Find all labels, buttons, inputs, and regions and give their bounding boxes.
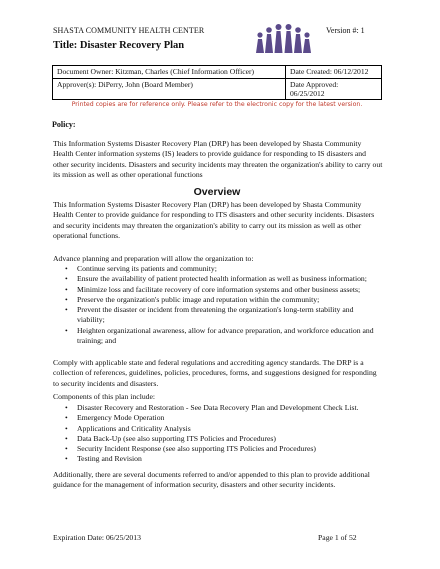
- components-intro: Components of this plan include:: [53, 392, 156, 401]
- list-item: • Security Incident Response (see also supporting ITS Policies and Procedures): [53, 444, 383, 454]
- version-number: Version #: 1: [326, 26, 365, 35]
- document-owner-cell: Document Owner: Kitzman, Charles (Chief Information Officer): [53, 66, 286, 79]
- policy-paragraph: This Information Systems Disaster Recovery Plan (DRP) has been developed by Shasta Community Health Center information systems (IS) leaders to provide guidance for responding to IS disasters and other security incidents. Disasters and security incidents may threaten the organization's ability to carry out its mission as well as other operational functions: [53, 139, 383, 179]
- list-item: • Data Back-Up (see also supporting ITS Policies and Procedures): [53, 434, 383, 444]
- organization-name: SHASTA COMMUNITY HEALTH CENTER: [53, 26, 205, 35]
- table-row: [53, 79, 382, 100]
- approvers-cell: Approver(s): DiPerry, John (Board Member): [53, 79, 286, 100]
- list-item: • Preserve the organization's public image and reputation within the community;: [53, 295, 383, 305]
- date-approved-label: Date Approved:: [290, 80, 339, 89]
- list-item: • Emergency Mode Operation: [53, 413, 383, 423]
- list-item: • Disaster Recovery and Restoration - See Data Recovery Plan and Development Check List.: [53, 403, 383, 413]
- date-created-cell: Date Created: 06/12/2012: [286, 66, 382, 79]
- list-item: • Ensure the availability of patient protected health information as well as business information;: [53, 274, 383, 284]
- list-item: • Heighten organizational awareness, allow for advance preparation, and workforce education and training; and: [53, 326, 383, 347]
- document-info-table: [52, 65, 382, 100]
- overview-heading: Overview: [193, 186, 241, 198]
- comply-paragraph: Comply with applicable state and federal regulations and accrediting agency standards. The DRP is a collection of references, guidelines, policies, procedures, forms, and suggestions designed for responding to security incidents and disasters.: [53, 358, 377, 388]
- additional-paragraph: Additionally, there are several documents referred to and/or appended to this plan to provide additional guidance for the management of information security, disasters and other security incidents.: [53, 470, 370, 490]
- policy-heading: Policy:: [52, 120, 76, 129]
- table-row: [53, 66, 382, 79]
- components-list: [53, 403, 383, 465]
- list-item: • Continue serving its patients and community;: [53, 264, 383, 274]
- document-title: Title: Disaster Recovery Plan: [53, 40, 185, 51]
- overview-paragraph: This Information Systems Disaster Recovery Plan (DRP) has been developed by Shasta Community Health Center to provide guidance for responding to ITS disasters and other security incidents. Disasters and security incidents may threaten the organization's ability to carry out its mission as well as other operational functions.: [53, 200, 375, 240]
- list-item: • Testing and Revision: [53, 454, 383, 464]
- list-item: • Prevent the disaster or incident from threatening the organization's long-term stability and viability;: [53, 305, 383, 326]
- people-group-logo-icon: [253, 23, 315, 55]
- date-approved-value: 06/25/2012: [290, 89, 325, 98]
- expiration-date: Expiration Date: 06/25/2013: [53, 533, 141, 542]
- page-number: Page 1 of 52: [318, 533, 357, 542]
- planning-list: [53, 264, 383, 346]
- planning-intro: Advance planning and preparation will allow the organization to:: [53, 254, 254, 263]
- list-item: • Minimize loss and facilitate recovery of core information systems and other business assets;: [53, 285, 383, 295]
- list-item: • Applications and Criticality Analysis: [53, 424, 383, 434]
- reference-notice: Printed copies are for reference only. Please refer to the electronic copy for the latest version.: [71, 101, 363, 108]
- date-approved-cell: [286, 79, 382, 100]
